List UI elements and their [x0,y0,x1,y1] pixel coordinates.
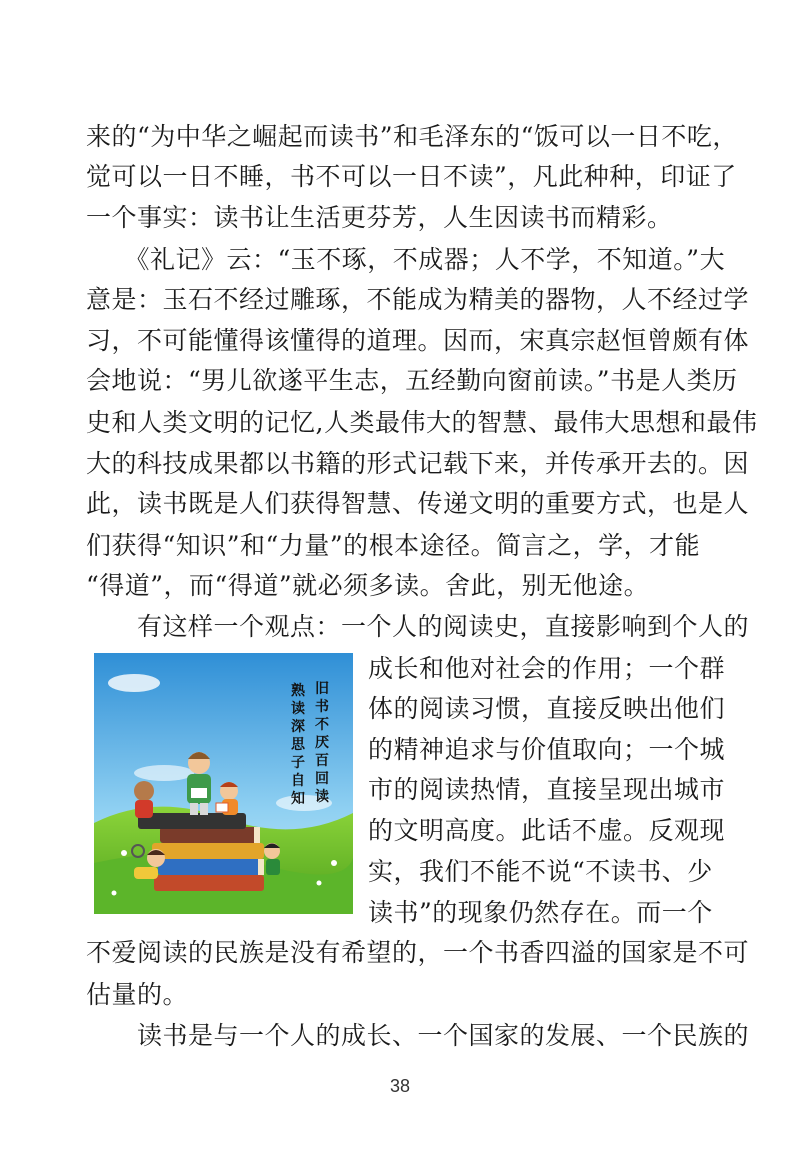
text-line: “得道”，而“得道”就必须多读。舍此，别无他途。 [86,571,650,600]
text-line: 觉可以一日不睡，书不可以一日不读”，凡此种种，印证了 [86,162,737,191]
wrapped-text-line: 读书”的现象仍然存在。而一个 [368,898,713,927]
text-line: 来的“为中华之崛起而读书”和毛泽东的“饭可以一日不吃， [86,122,738,151]
text-line: 此，读书既是人们获得智慧、传递文明的重要方式，也是人 [86,489,750,518]
poem-character: 旧 [315,681,329,697]
text-line: 估量的。 [86,980,189,1009]
text-line: 《礼记》云：“玉不琢，不成器；人不学，不知道。”大 [86,245,726,274]
reading-illustration [94,653,353,914]
poem-left-column [291,682,306,807]
poem-character: 回 [315,771,329,787]
poem-character: 书 [315,699,329,715]
wrapped-text-line: 的精神追求与价值取向；一个城 [368,735,726,764]
wrapped-text-line: 实，我们不能不说“不读书、少 [368,857,713,886]
poem-character: 百 [315,753,329,769]
poem-character: 子 [291,755,305,771]
text-line: 大的科技成果都以书籍的形式记载下来，并传承开去的。因 [86,449,750,478]
reading-children-picture [94,653,353,914]
wrapped-text-line: 的文明高度。此话不虚。反观现 [368,816,726,845]
text-line: 意是：玉石不经过雕琢，不能成为精美的器物，人不经过学 [86,285,750,314]
poem-character: 深 [291,719,305,735]
poem-character: 厌 [315,735,329,751]
text-line: 读书是与一个人的成长、一个国家的发展、一个民族的 [86,1021,750,1050]
poem-character: 知 [291,791,305,807]
wrapped-text-line: 体的阅读习惯，直接反映出他们 [368,694,726,723]
poem-character: 思 [291,737,305,753]
poem-character: 读 [315,789,329,805]
poem-character: 自 [291,773,305,789]
text-line: 一个事实：读书让生活更芬芳，人生因读书而精彩。 [86,203,673,232]
poem-right-column [315,681,329,805]
text-line: 不爱阅读的民族是没有希望的，一个书香四溢的国家是不可 [86,938,750,967]
page-number: 38 [389,1076,411,1096]
poem-character: 读 [291,701,305,717]
text-line: 史和人类文明的记忆,人类最伟大的智慧、最伟大思想和最伟 [86,408,758,437]
text-line: 有这样一个观点：一个人的阅读史，直接影响到个人的 [86,612,750,641]
poem-character: 不 [315,717,329,733]
text-line: 习，不可能懂得该懂得的道理。因而，宋真宗赵恒曾颇有体 [86,326,750,355]
wrapped-text-line: 成长和他对社会的作用；一个群 [368,654,726,683]
text-line: 会地说：“男儿欲遂平生志，五经勤向窗前读。”书是人类历 [86,366,738,395]
poem-character: 熟 [291,683,305,699]
text-line: 们获得“知识”和“力量”的根本途径。简言之，学，才能 [86,531,701,560]
wrapped-text-line: 市的阅读热情，直接呈现出城市 [368,775,726,804]
